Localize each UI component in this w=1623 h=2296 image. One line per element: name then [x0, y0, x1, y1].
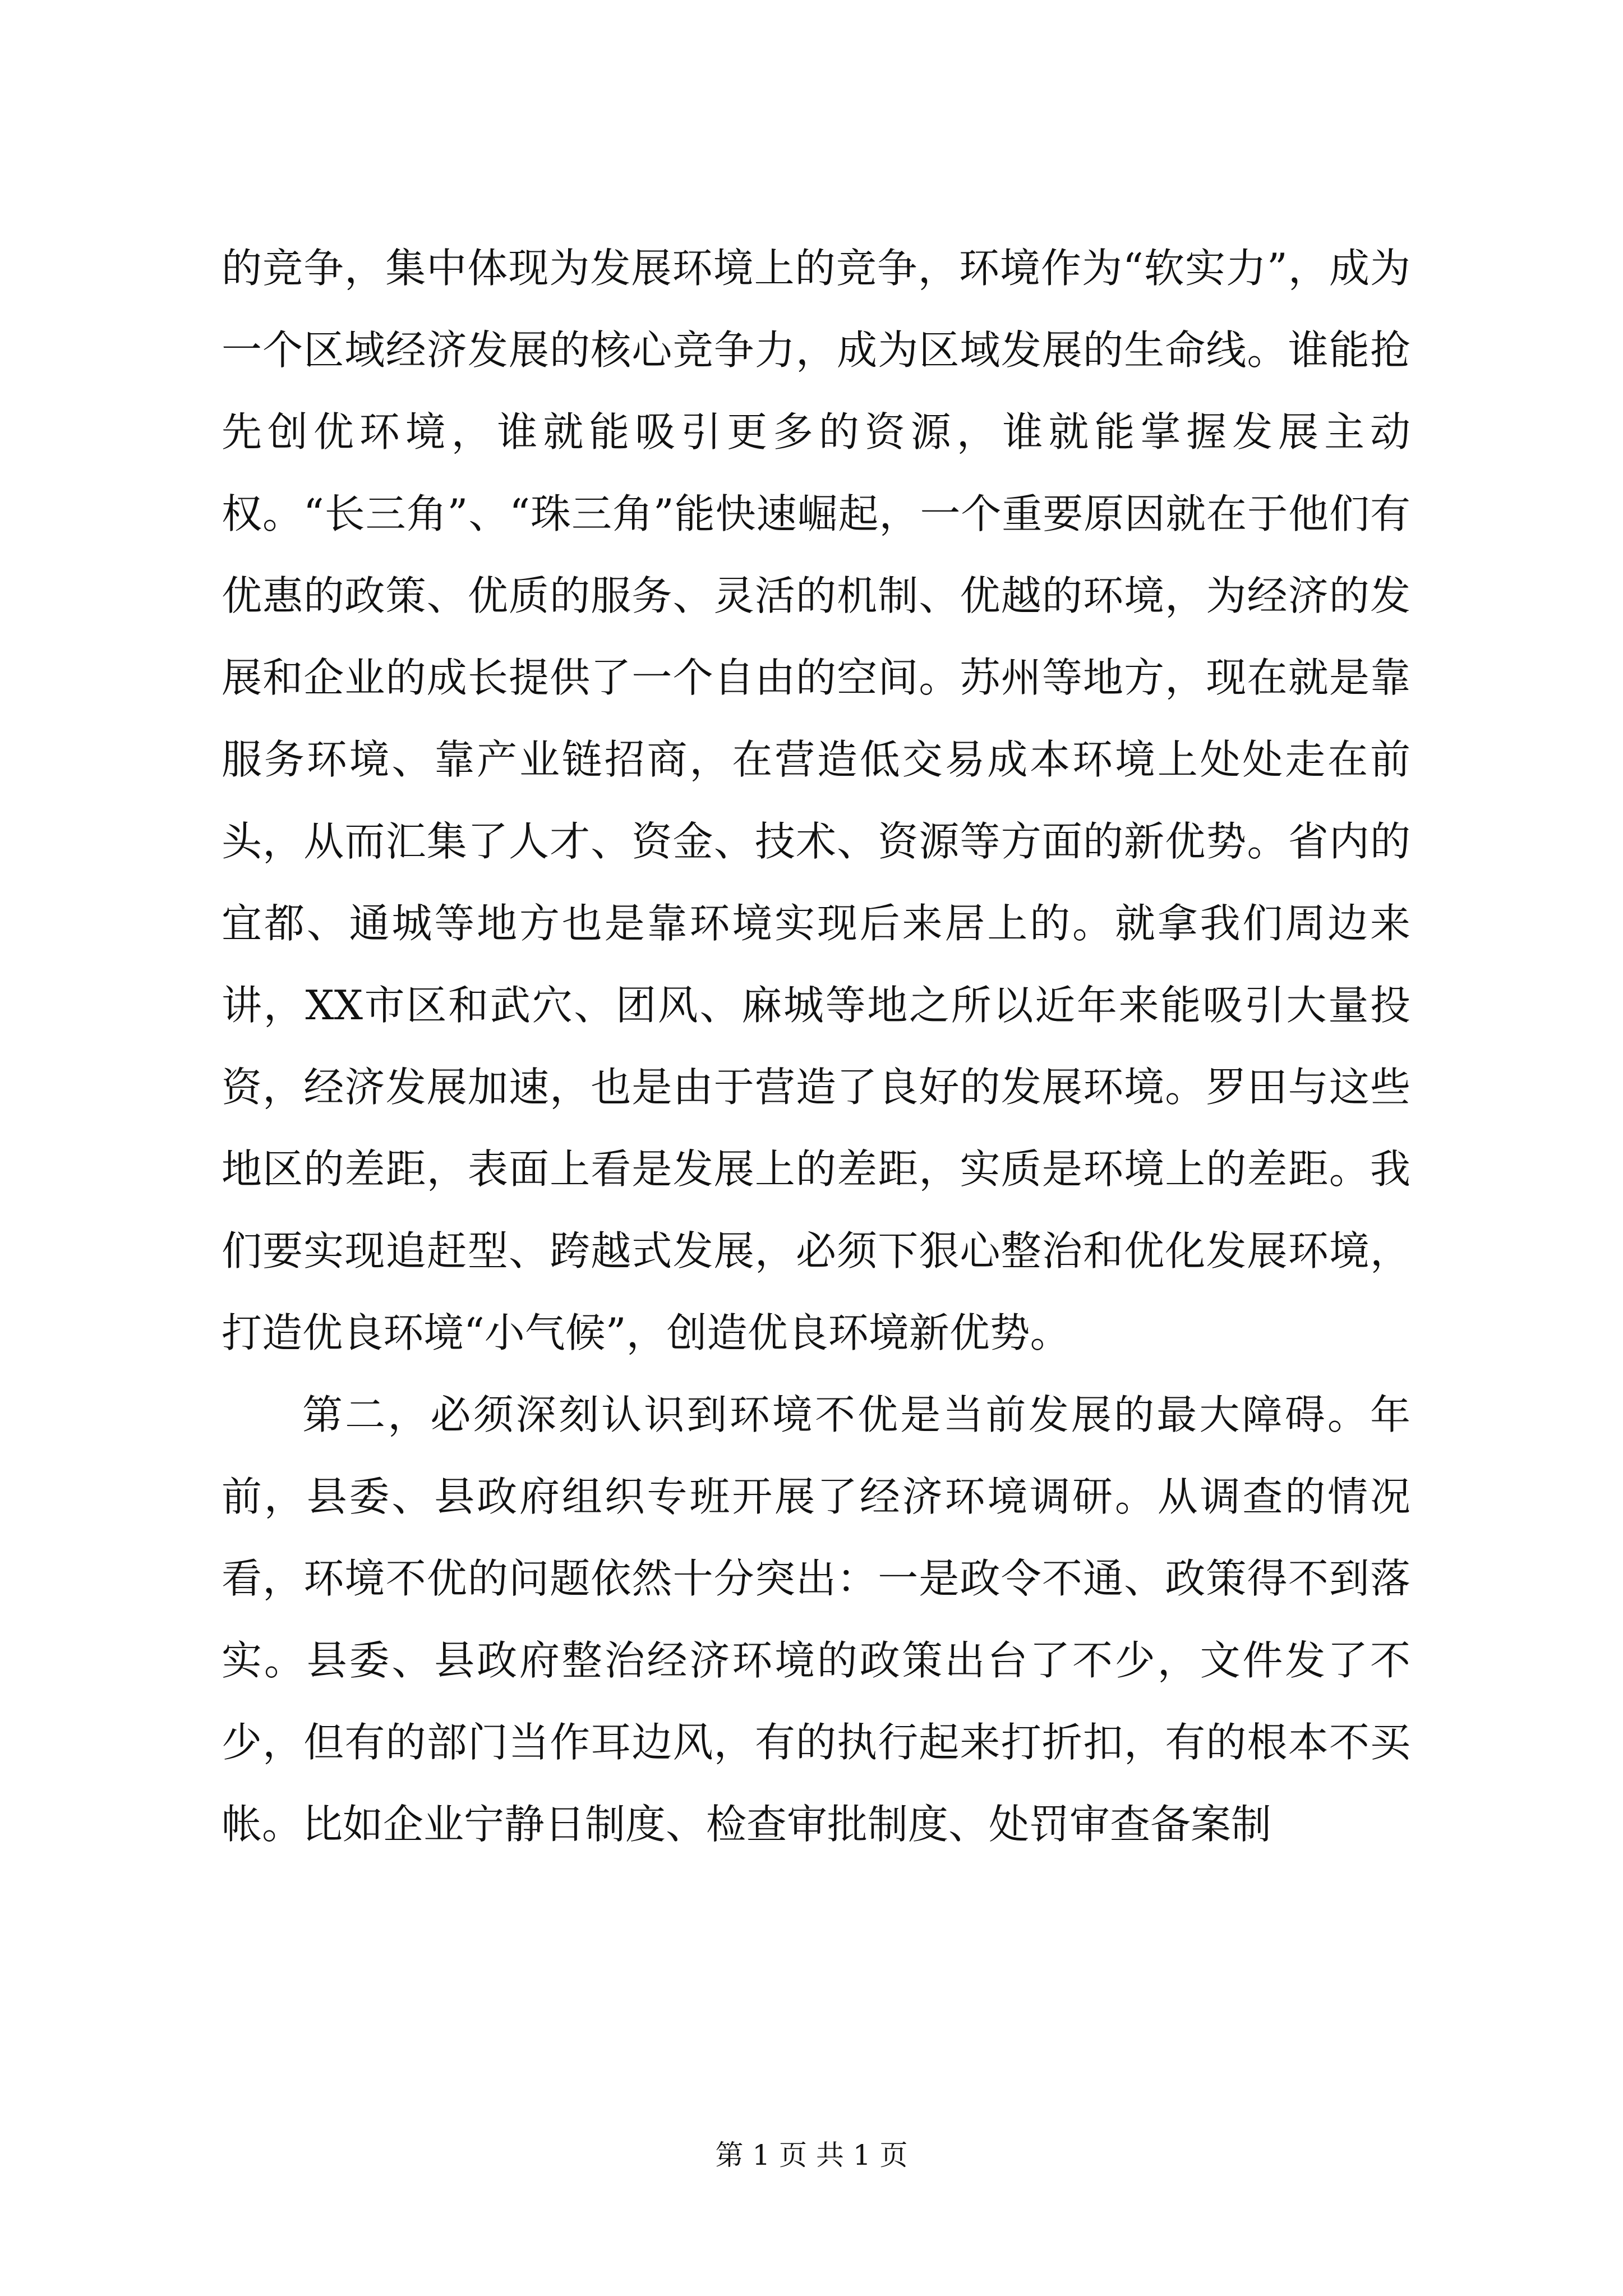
paragraph-second-point: 第二，必须深刻认识到环境不优是当前发展的最大障碍。年前，县委、县政府组织专班开展了经济环境调研。从调查的情况看，环境不优的问题依然十分突出：一是政令不通、政策得不到落实。县委、县政府整治经济环境的政策出台了不少，文件发了不少，但有的部门当作耳边风，有的执行起来打折扣，有的根本不买帐。比如企业宁静日制度、检查审批制度、处罚审查备案制 [222, 1391, 1410, 1848]
document-body [222, 227, 1410, 1865]
paragraph-continuation: 的竞争，集中体现为发展环境上的竞争，环境作为“软实力”，成为一个区域经济发展的核心竞争力，成为区域发展的生命线。谁能抢先创优环境，谁就能吸引更多的资源，谁就能掌握发展主动权。“长三角”、“珠三角”能快速崛起，一个重要原因就在于他们有优惠的政策、优质的服务、灵活的机制、优越的环境，为经济的发展和企业的成长提供了一个自由的空间。苏州等地方，现在就是靠服务环境、靠产业链招商，在营造低交易成本环境上处处走在前头，从而汇集了人才、资金、技术、资源等方面的新优势。省内的宜都、通城等地方也是靠环境实现后来居上的。就拿我们周边来讲，XX市区和武穴、团风、麻城等地之所以近年来能吸引大量投资，经济发展加速，也是由于营造了良好的发展环境。罗田与这些地区的差距，表面上看是发展上的差距，实质是环境上的差距。我们要实现追赶型、跨越式发展，必须下狠心整治和优化发展环境，打造优良环境“小气候”，创造优良环境新优势。 [222, 245, 1410, 1356]
page-footer: 第 1 页 共 1 页 [715, 2139, 908, 2171]
